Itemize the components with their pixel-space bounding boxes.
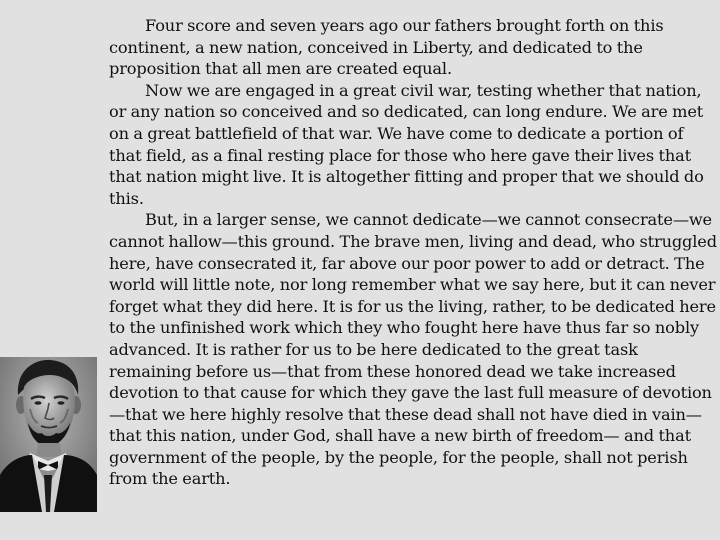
speech-text — [109, 15, 717, 490]
paragraph-2: Now we are engaged in a great civil war, testing whether that nation, or any nation so conceived and so dedicated, can long endure. We are met on a great battlefield of that war. We have come to dedicate a portion of that field, as a final resting place for those who here gave their lives that that nation might live. It is altogether fitting and proper that we should do this. — [109, 80, 704, 208]
paragraph-3: But, in a larger sense, we cannot dedicate—we cannot consecrate—we cannot hallow—this ground. The brave men, living and dead, who struggled here, have consecrated it, far above our poor power to add or detract. The world will little note, nor long remember what we say here, but it can never forget what they did here. It is for us the living, rather, to be dedicated here to the unfinished work which they who fought here have thus far so nobly advanced. It is rather for us to be here dedicated to the great task remaining before us—that from these honored dead we take increased devotion to that cause for which they gave the last full measure of devotion—that we here highly resolve that these dead shall not have died in vain—that this nation, under God, shall have a new birth of freedom— and that government of the people, by the people, for the people, shall not perish from the earth. — [109, 210, 717, 489]
portrait-photo — [0, 357, 97, 512]
portrait-illustration — [0, 357, 97, 512]
paragraph-1: Four score and seven years ago our fathers brought forth on this continent, a new nation, conceived in Liberty, and dedicated to the proposition that all men are created equal. — [109, 16, 664, 79]
